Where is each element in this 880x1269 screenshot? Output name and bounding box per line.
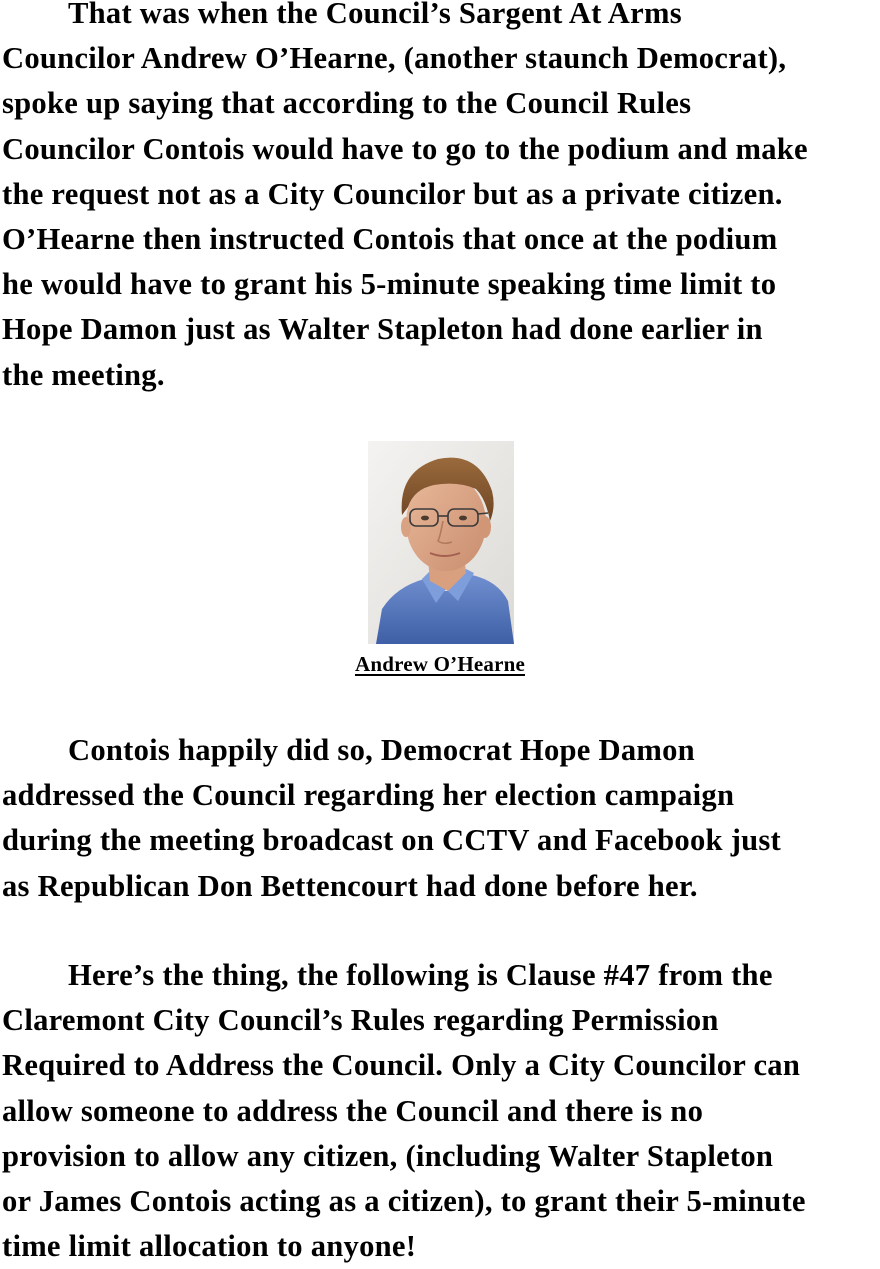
paragraph-council-rules xyxy=(2,0,880,398)
text-line: he would have to grant his 5-minute speaking time limit to xyxy=(2,267,777,302)
portrait-photo xyxy=(368,441,514,644)
text-line: Required to Address the Council. Only a City Councilor can xyxy=(2,1048,801,1083)
text-line: the request not as a City Councilor but as a private citizen. xyxy=(2,176,783,211)
text-line: the meeting. xyxy=(2,357,165,392)
text-line: Hope Damon just as Walter Stapleton had done earlier in xyxy=(2,312,763,347)
text-line: Contois happily did so, Democrat Hope Damon xyxy=(68,733,695,767)
text-line: Councilor Andrew O’Hearne, (another staunch Democrat), xyxy=(2,41,787,76)
text-line: O’Hearne then instructed Contois that once at the podium xyxy=(2,222,778,257)
text-line: as Republican Don Bettencourt had done before her. xyxy=(2,868,698,903)
text-line: Here’s the thing, the following is Clause #47 from the xyxy=(68,958,773,992)
text-line: allow someone to address the Council and there is no xyxy=(2,1093,704,1128)
paragraph-hope-damon xyxy=(2,728,880,909)
photo-caption: Andrew O’Hearne xyxy=(354,652,525,676)
text-line: or James Contois acting as a citizen), to grant their 5-minute xyxy=(2,1184,806,1219)
text-line: Claremont City Council’s Rules regarding Permission xyxy=(2,1003,719,1038)
text-line: during the meeting broadcast on CCTV and Facebook just xyxy=(2,823,781,858)
text-line: spoke up saying that according to the Council Rules xyxy=(2,86,692,121)
text-line: Councilor Contois would have to go to the podium and make xyxy=(2,131,808,166)
paragraph-clause-47 xyxy=(2,953,880,1269)
text-line: time limit allocation to anyone! xyxy=(2,1229,417,1264)
text-line: That was when the Council’s Sargent At Arms xyxy=(68,0,682,30)
text-line: provision to allow any citizen, (including Walter Stapleton xyxy=(2,1138,774,1173)
text-line: addressed the Council regarding her election campaign xyxy=(2,778,735,813)
